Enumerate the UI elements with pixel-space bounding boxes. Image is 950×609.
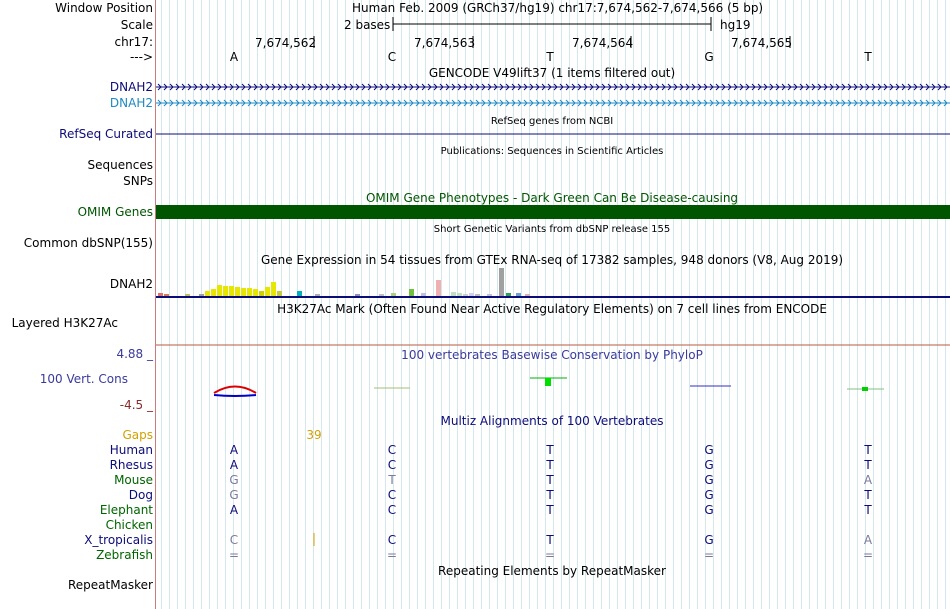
- gtex-tissue-bar: [271, 282, 276, 296]
- gtex-tissue-bar: [487, 294, 492, 296]
- gtex-tissue-bar: [247, 288, 252, 296]
- gtex-tissue-bar: [158, 293, 163, 296]
- alignment-base: =: [544, 548, 556, 562]
- ruler-position: 7,674,565: [731, 36, 793, 50]
- label-chrom: chr17:: [114, 35, 153, 49]
- alignment-base: T: [864, 503, 872, 517]
- gtex-tissue-bar: [235, 287, 240, 296]
- alignment-base: =: [386, 548, 398, 562]
- label-refseq-curated[interactable]: RefSeq Curated: [59, 127, 153, 141]
- gtex-tissue-bar: [463, 294, 468, 296]
- label-window-position: Window Position: [55, 1, 153, 15]
- label-sequences[interactable]: Sequences: [87, 158, 153, 172]
- gtex-tissue-bar: [199, 294, 204, 296]
- conservation-marks[interactable]: [214, 378, 884, 396]
- alignment-base: G: [229, 488, 239, 502]
- alignment-base: G: [704, 533, 714, 547]
- gtex-bars[interactable]: [158, 268, 530, 296]
- assembly-position-text: Human Feb. 2009 (GRCh37/hg19) chr17:7,674,562-7,674,566 (5 bp): [352, 1, 764, 15]
- label-repeatmasker[interactable]: RepeatMasker: [67, 578, 153, 592]
- cons-mark-a-low: [214, 395, 256, 396]
- gtex-tissue-bar: [277, 291, 282, 296]
- species-label-dog[interactable]: Dog: [128, 488, 153, 502]
- species-label-rhesus[interactable]: Rhesus: [109, 458, 153, 472]
- gtex-tissue-bar: [253, 289, 258, 296]
- dbsnp-track-title[interactable]: Short Genetic Variants from dbSNP release 155: [433, 224, 671, 235]
- gtex-tissue-bar: [185, 294, 190, 296]
- gtex-tissue-bar: [211, 289, 216, 296]
- species-label-mouse[interactable]: Mouse: [114, 473, 153, 487]
- label-dnah2-gencode-2[interactable]: DNAH2: [109, 96, 153, 110]
- alignment-base: G: [704, 458, 714, 472]
- label-cons-max: 4.88 _: [116, 347, 153, 361]
- alignment-base: =: [862, 548, 874, 562]
- ruler-position: 7,674,563: [414, 36, 476, 50]
- alignment-base: A: [229, 443, 239, 457]
- gtex-tissue-bar: [436, 280, 441, 296]
- alignment-base: A: [229, 503, 239, 517]
- alignment-base: A: [229, 458, 239, 472]
- scale-text: 2 bases: [344, 18, 391, 32]
- alignment-base: T: [546, 503, 554, 517]
- gtex-tissue-bar: [391, 293, 396, 296]
- gtex-tissue-bar: [265, 287, 270, 296]
- dnah2-gene-line[interactable]: [156, 84, 950, 90]
- omim-bar[interactable]: [156, 205, 950, 219]
- label-snps[interactable]: SNPs: [123, 174, 153, 188]
- label-vert-cons[interactable]: 100 Vert. Cons: [39, 372, 128, 386]
- publications-track-title[interactable]: Publications: Sequences in Scientific Articles: [440, 146, 664, 157]
- species-label-zebrafish[interactable]: Zebrafish: [96, 548, 153, 562]
- alignment-base: C: [387, 458, 397, 472]
- label-dnah2-gencode[interactable]: DNAH2: [109, 80, 153, 94]
- alignment-base: C: [387, 533, 397, 547]
- alignment-base: G: [229, 473, 239, 487]
- alignment-base: C: [229, 533, 239, 547]
- alignment-base: =: [228, 548, 240, 562]
- alignment-base: T: [546, 533, 554, 547]
- gtex-tissue-bar: [421, 293, 426, 296]
- reference-base: T: [546, 50, 554, 64]
- species-label-human[interactable]: Human: [109, 443, 153, 457]
- refseq-track-title[interactable]: RefSeq genes from NCBI: [490, 116, 614, 127]
- alignment-base: T: [864, 458, 872, 472]
- alignment-base: T: [546, 458, 554, 472]
- repeatmasker-track-title[interactable]: Repeating Elements by RepeatMasker: [438, 564, 666, 578]
- label-cons-min: -4.5 _: [119, 398, 153, 412]
- gtex-tissue-bar: [469, 293, 474, 296]
- scale-db: hg19: [720, 18, 751, 32]
- label-gaps: Gaps: [122, 428, 153, 442]
- gtex-tissue-bar: [241, 288, 246, 296]
- gaps-value: 39: [306, 428, 322, 442]
- label-common-dbsnp[interactable]: Common dbSNP(155): [23, 236, 153, 250]
- alignment-base: G: [704, 503, 714, 517]
- gtex-tissue-bar: [379, 294, 384, 296]
- alignment-base: T: [546, 443, 554, 457]
- alignment-base: C: [387, 443, 397, 457]
- gtex-tissue-bar: [355, 294, 360, 296]
- omim-track-title[interactable]: OMIM Gene Phenotypes - Dark Green Can Be Disease-causing: [365, 191, 739, 205]
- gtex-tissue-bar: [223, 286, 228, 296]
- gtex-tissue-bar: [516, 293, 521, 296]
- multiz-track-title[interactable]: Multiz Alignments of 100 Vertebrates: [440, 414, 664, 428]
- gtex-tissue-bar: [499, 268, 504, 296]
- gtex-tissue-bar: [315, 294, 320, 296]
- alignment-base: T: [864, 443, 872, 457]
- gtex-tissue-bar: [457, 293, 462, 296]
- cons-mark-t2: [862, 387, 868, 391]
- gtex-track-title[interactable]: Gene Expression in 54 tissues from GTEx RNA-seq of 17382 samples, 948 donors (V8, Aug 2019): [260, 253, 844, 267]
- alignment-base: T: [546, 473, 554, 487]
- phylop-track-title[interactable]: 100 vertebrates Basewise Conservation by PhyloP: [401, 348, 703, 362]
- h3k27ac-track-title[interactable]: H3K27Ac Mark (Often Found Near Active Regulatory Elements) on 7 cell lines from ENCODE: [277, 302, 827, 316]
- label-omim-genes[interactable]: OMIM Genes: [77, 205, 153, 219]
- reference-base: A: [229, 50, 239, 64]
- gtex-tissue-bar: [409, 289, 414, 296]
- species-label-x_tropicalis[interactable]: X_tropicalis: [84, 533, 153, 547]
- alignment-base: G: [704, 488, 714, 502]
- gencode-track-title[interactable]: GENCODE V49lift37 (1 items filtered out): [428, 66, 676, 80]
- label-scale: Scale: [120, 18, 153, 32]
- gtex-tissue-bar: [217, 285, 222, 296]
- gtex-tissue-bar: [451, 292, 456, 296]
- gtex-tissue-bar: [164, 294, 169, 296]
- alignment-base: G: [704, 443, 714, 457]
- alignment-base: T: [546, 488, 554, 502]
- alignment-base: A: [863, 473, 873, 487]
- species-label-chicken[interactable]: Chicken: [105, 518, 153, 532]
- alignment-base: C: [387, 503, 397, 517]
- label-strand[interactable]: --->: [129, 50, 153, 64]
- alignment-base: G: [704, 473, 714, 487]
- alignment-base: A: [863, 533, 873, 547]
- gtex-tissue-bar: [205, 291, 210, 296]
- cons-mark-t: [545, 378, 551, 386]
- reference-base: G: [704, 50, 714, 64]
- ruler-ticks: [314, 36, 793, 50]
- gtex-tissue-bar: [475, 294, 480, 296]
- dnah2-gene-line-2[interactable]: [156, 100, 950, 106]
- scale-bar: [393, 17, 711, 31]
- gtex-tissue-bar: [259, 291, 264, 296]
- alignment-base: T: [864, 488, 872, 502]
- gtex-tissue-bar: [506, 293, 511, 296]
- gtex-tissue-bar: [297, 291, 302, 296]
- species-label-elephant[interactable]: Elephant: [99, 503, 153, 517]
- label-layered-h3k27ac[interactable]: Layered H3K27Ac: [11, 316, 118, 330]
- alignment-base: T: [388, 473, 396, 487]
- alignment-base: =: [703, 548, 715, 562]
- gtex-tissue-bar: [229, 286, 234, 296]
- alignment-base: C: [387, 488, 397, 502]
- ruler-position: 7,674,564: [572, 36, 634, 50]
- gtex-tissue-bar: [525, 294, 530, 296]
- cons-mark-a: [214, 387, 256, 394]
- label-gtex-gene[interactable]: DNAH2: [109, 277, 153, 291]
- reference-base: C: [387, 50, 397, 64]
- ruler-position: 7,674,562: [255, 36, 317, 50]
- reference-base: T: [864, 50, 872, 64]
